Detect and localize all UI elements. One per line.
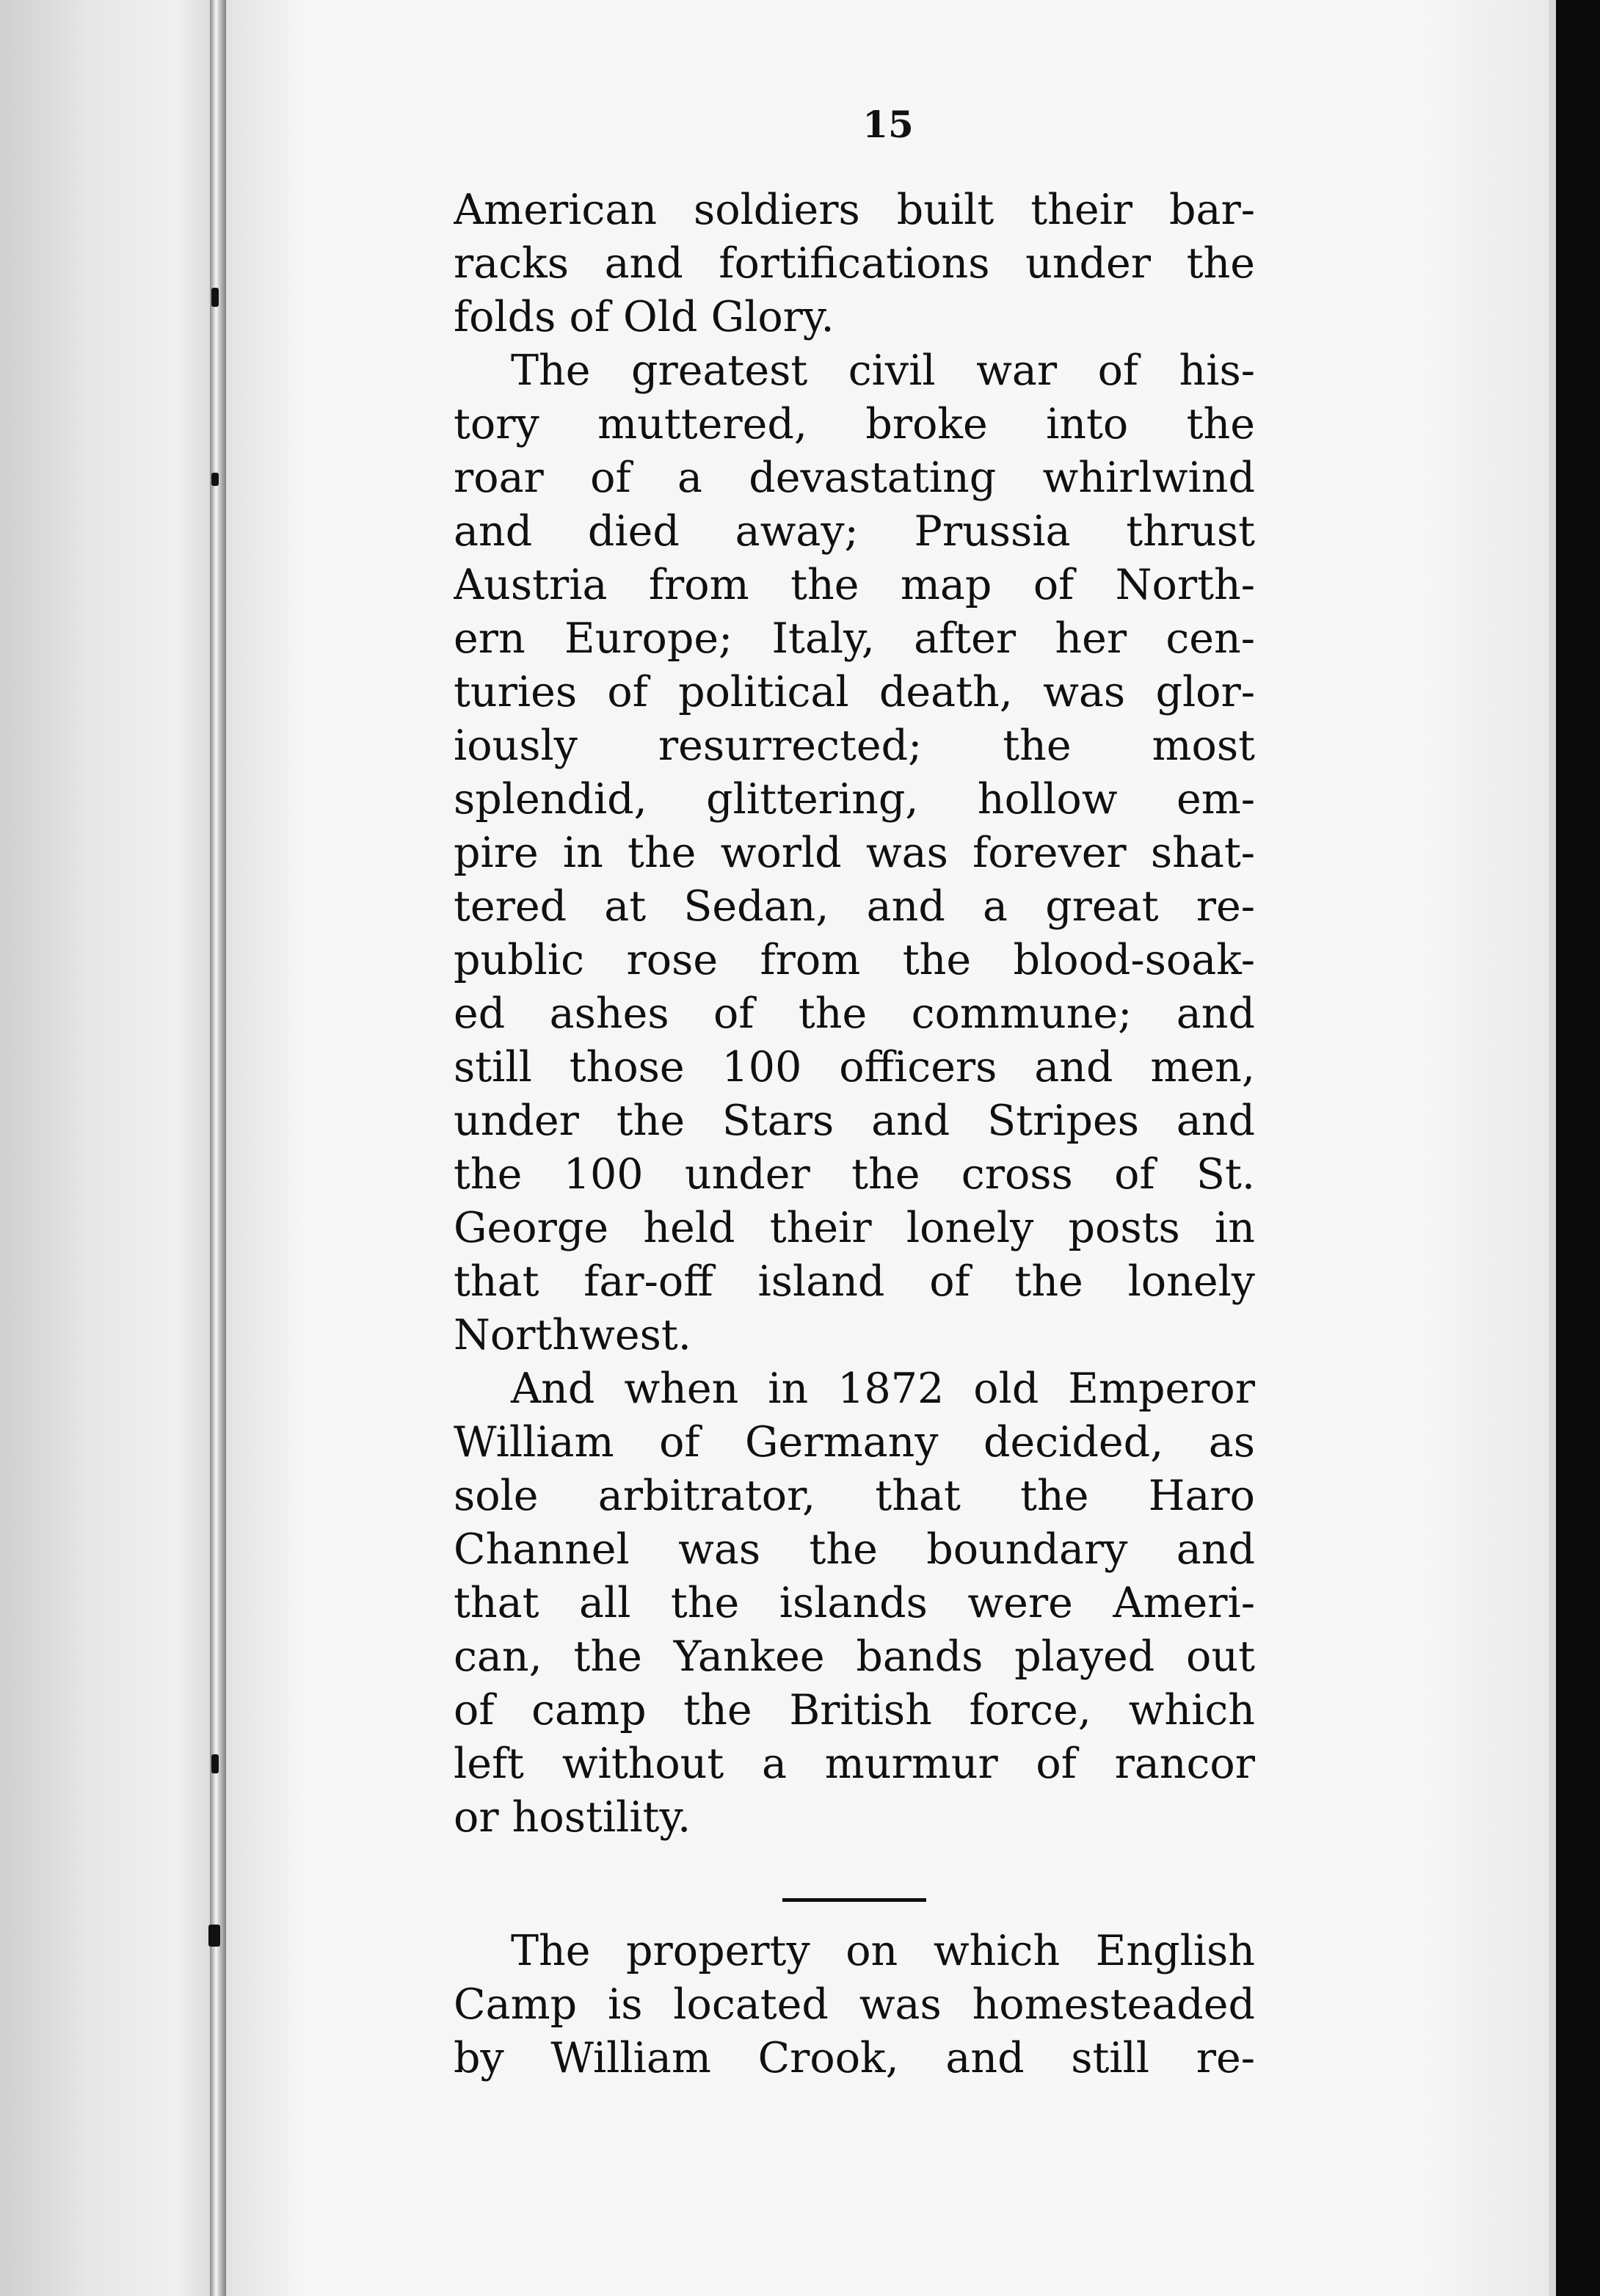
text-line: public rose from the blood-soak- bbox=[454, 936, 1255, 984]
text-line: The greatest civil war of his- bbox=[511, 346, 1255, 395]
text-line: George held their lonely posts in bbox=[454, 1204, 1255, 1252]
text-line: the 100 under the cross of St. bbox=[454, 1150, 1255, 1199]
text-line: folds of Old Glory. bbox=[454, 293, 834, 341]
page-number: 15 bbox=[862, 103, 914, 146]
text-line: by William Crook, and still re- bbox=[454, 2034, 1255, 2082]
text-line: under the Stars and Stripes and bbox=[454, 1097, 1255, 1145]
text-line: Channel was the boundary and bbox=[454, 1525, 1255, 1574]
text-line: William of Germany decided, as bbox=[454, 1418, 1255, 1467]
text-line: and died away; Prussia thrust bbox=[454, 507, 1255, 556]
text-line: or hostility. bbox=[454, 1793, 691, 1842]
text-line: sole arbitrator, that the Haro bbox=[454, 1472, 1255, 1520]
text-line: splendid, glittering, hollow em- bbox=[454, 775, 1255, 824]
text-line: iously resurrected; the most bbox=[454, 722, 1255, 770]
binding-staple bbox=[211, 473, 219, 486]
text-line: racks and fortifications under the bbox=[454, 239, 1255, 288]
text-line: And when in 1872 old Emperor bbox=[511, 1365, 1255, 1413]
section-separator bbox=[782, 1898, 926, 1902]
binding-staple bbox=[208, 1925, 220, 1947]
binding-staple bbox=[211, 1754, 219, 1773]
text-line: Northwest. bbox=[454, 1311, 691, 1359]
body-text bbox=[454, 184, 1255, 1845]
text-line: ed ashes of the commune; and bbox=[454, 989, 1255, 1038]
text-line: that all the islands were Ameri- bbox=[454, 1579, 1255, 1627]
text-line: of camp the British force, which bbox=[454, 1686, 1255, 1734]
body-text-continued bbox=[454, 1925, 1255, 2085]
facing-page-edge bbox=[0, 0, 220, 2296]
text-line: still those 100 officers and men, bbox=[454, 1043, 1255, 1091]
text-line: pire in the world was forever shat- bbox=[454, 829, 1255, 877]
book-spine bbox=[210, 0, 228, 2296]
text-line: American soldiers built their bar- bbox=[454, 186, 1255, 234]
text-line: Austria from the map of North- bbox=[454, 561, 1255, 609]
text-line: roar of a devastating whirlwind bbox=[454, 454, 1255, 502]
text-line: ern Europe; Italy, after her cen- bbox=[454, 614, 1255, 663]
text-line: turies of political death, was glor- bbox=[454, 668, 1255, 716]
text-line: tory muttered, broke into the bbox=[454, 400, 1255, 448]
text-line: Camp is located was homesteaded bbox=[454, 1980, 1255, 2029]
binding-staple bbox=[211, 288, 219, 307]
text-line: can, the Yankee bands played out bbox=[454, 1632, 1255, 1681]
text-line: The property on which English bbox=[511, 1927, 1255, 1975]
text-line: that far-off island of the lonely bbox=[454, 1257, 1255, 1306]
text-line: left without a murmur of rancor bbox=[454, 1740, 1255, 1788]
text-line: tered at Sedan, and a great re- bbox=[454, 882, 1255, 931]
